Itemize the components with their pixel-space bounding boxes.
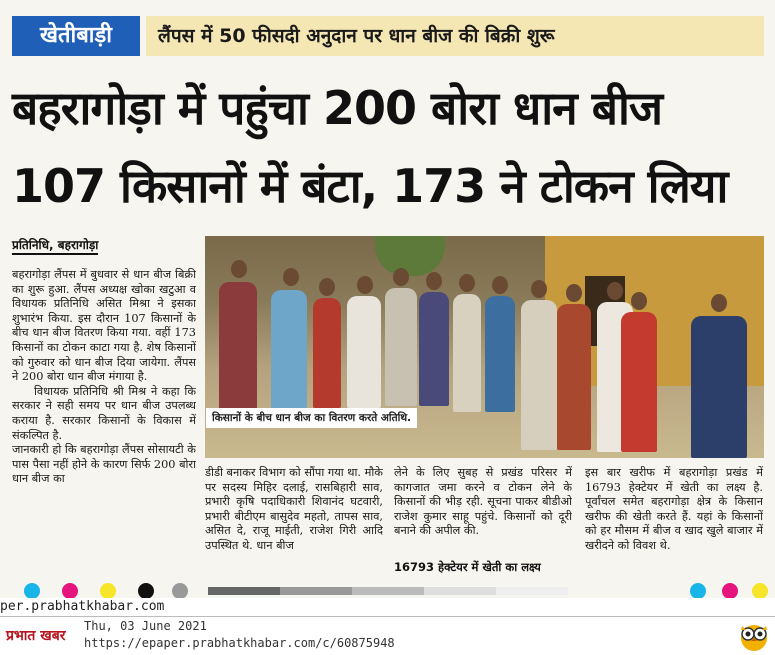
publisher-logo: प्रभात खबर [6, 628, 66, 644]
registration-dot-yellow [100, 583, 116, 598]
footer-divider [0, 616, 775, 617]
person-head [357, 276, 373, 294]
registration-dot-magenta [62, 583, 78, 598]
registration-dot-yellow [752, 583, 768, 598]
person [691, 316, 747, 458]
tree-shape [375, 236, 445, 276]
paragraph: जानकारी हो कि बहरागोड़ा लैंपस सोसायटी के पास पैसा नहीं होने के कारण सिर्फ 200 बोरा धान बीज का [12, 443, 196, 486]
paragraph: विधायक प्रतिनिधि श्री मिश्र ने कहा कि सरकार ने सही समय पर धान बीज उपलब्ध कराया है. सरकार किसानों के विकास में संकल्पित है. [12, 384, 196, 442]
headline-line-1: बहरागोड़ा में पहुंचा 200 बोरा धान बीज [12, 81, 663, 135]
registration-dot-cyan [690, 583, 706, 598]
strap-headline: लैंपस में 50 फीसदी अनुदान पर धान बीज की बिक्री शुरू [146, 16, 764, 56]
person [219, 282, 257, 410]
headline-line-2: 107 किसानों में बंटा, 173 ने टोकन लिया [12, 159, 728, 213]
paragraph: डीडी बनाकर विभाग को सौंपा गया था. मौके पर सदस्य मिहिर दलाई, रासबिहारी साव, प्रभारी कृषि पदाधिकारी शिवानंद घटवारी, प्रभारी बीटीएम बासुदेव महतो, तापस साव, असित दे, राजू माईती, राजेश गिरी आदि उपस्थित थे. धान बीज [205, 466, 383, 552]
registration-dot-magenta [722, 583, 738, 598]
person [347, 296, 381, 408]
article-column-3 [394, 466, 572, 558]
person [557, 304, 591, 450]
person-head [711, 294, 727, 312]
person-head [631, 292, 647, 310]
source-url-top: per.prabhatkhabar.com [0, 599, 165, 614]
person-head [492, 276, 508, 294]
article-column-4 [585, 466, 763, 576]
paragraph: इस बार खरीफ में बहरागोड़ा प्रखंड में 16793 हेक्टेयर में खेती का लक्ष्य है. पूर्वांचल समेत बहरागोड़ा क्षेत्र के किसान खरीफ की खेती करते हैं. यहां के किसानों को हर मौसम में बीज व खाद खुले बाजार में खरीदने को विवश थे. [585, 466, 763, 552]
registration-dot-cyan [24, 583, 40, 598]
person [313, 298, 341, 408]
person [271, 290, 307, 410]
person-head [531, 280, 547, 298]
person-head [393, 268, 409, 286]
person-head [566, 284, 582, 302]
person [485, 296, 515, 412]
publish-date: Thu, 03 June 2021 [84, 619, 207, 633]
print-grey-bar [208, 587, 568, 595]
article-column-2 [205, 466, 383, 576]
person [385, 288, 417, 406]
article-url[interactable]: https://epaper.prabhatkhabar.com/c/60875948 [84, 636, 395, 650]
registration-dot-black [138, 583, 154, 598]
byline: प्रतिनिधि, बहरागोड़ा [12, 236, 98, 255]
person [521, 300, 557, 450]
person [419, 292, 449, 406]
person [621, 312, 657, 452]
person-head [319, 278, 335, 296]
person [453, 294, 481, 412]
person-head [283, 268, 299, 286]
person-head [607, 282, 623, 300]
registration-dot-grey [172, 583, 188, 598]
sub-heading: 16793 हेक्टेयर में खेती का लक्ष्य [394, 560, 541, 574]
paragraph: बहरागोड़ा लैंपस में बुधवार से धान बीज बिक्री का शुरू हुआ. लैंपस अध्यक्ष खोका खटुआ व विधायक प्रतिनिधि असित मिश्रा ने इसका शुभारंभ किया. इस दौरान 107 किसानों के बीच धान बीज वितरण किया गया. वहीं 173 किसानों का टोकन काटा गया है. शेष किसानों को गुरुवार को धान बीज दिया जायेगा. लैंपस ने 200 बोरा धान बीज मंगाया है. [12, 268, 196, 384]
person-head [231, 260, 247, 278]
owl-icon [738, 618, 770, 652]
category-label: खेतीबाड़ी [12, 16, 140, 56]
person-head [459, 274, 475, 292]
paragraph: लेने के लिए सुबह से प्रखंड परिसर में कागजात जमा करने व टोकन लेने के किसानों की भीड़ रही. सूचना पाकर बीडीओ राजेश कुमार साहू पहुंचे. किसानों को दूरी बनाने की अपील की. [394, 466, 572, 538]
article-column-1 [12, 268, 196, 576]
person-head [426, 272, 442, 290]
photo-caption: किसानों के बीच धान बीज का वितरण करते अतिथि. [206, 408, 417, 428]
